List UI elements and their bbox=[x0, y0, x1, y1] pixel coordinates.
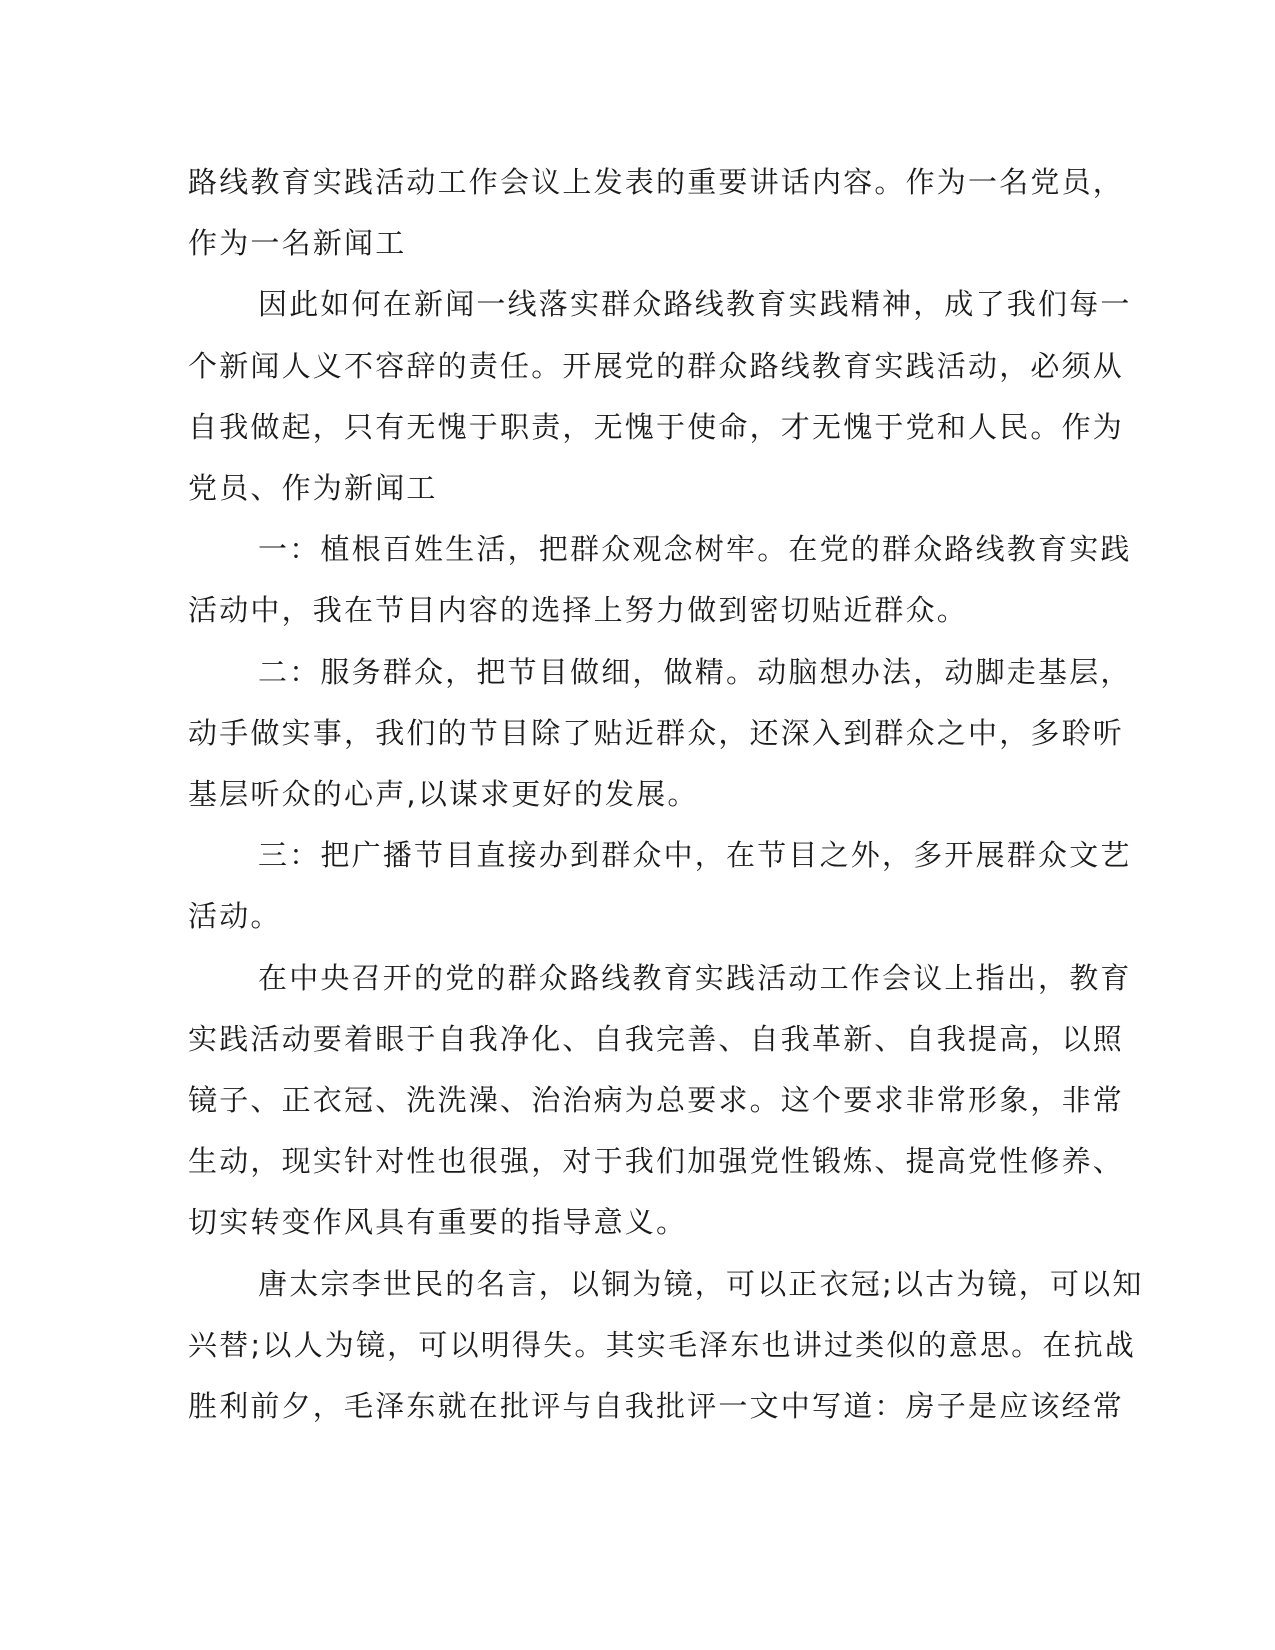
text-line: 活动。 bbox=[188, 899, 282, 934]
paragraph-first-line: 唐太宗李世民的名言，以铜为镜，可以正衣冠;以古为镜，可以知 bbox=[258, 1266, 1144, 1301]
body-text bbox=[188, 152, 1144, 1437]
paragraph-first-line: 一：植根百姓生活，把群众观念树牢。在党的群众路线教育实践 bbox=[258, 532, 1132, 567]
text-line: 镜子、正衣冠、洗洗澡、治治病为总要求。这个要求非常形象，非常 bbox=[188, 1083, 1125, 1118]
text-line: 切实转变作风具有重要的指导意义。 bbox=[188, 1205, 688, 1240]
paragraph-first-line: 因此如何在新闻一线落实群众路线教育实践精神，成了我们每一 bbox=[258, 287, 1132, 322]
text-line: 路线教育实践活动工作会议上发表的重要讲话内容。作为一名党员， bbox=[188, 165, 1125, 199]
text-line: 基层听众的心声,以谋求更好的发展。 bbox=[188, 777, 699, 812]
text-line: 作为一名新闻工 bbox=[188, 226, 407, 261]
text-line: 生动，现实针对性也很强，对于我们加强党性锻炼、提高党性修养、 bbox=[188, 1144, 1125, 1179]
text-line: 个新闻人义不容辞的责任。开展党的群众路线教育实践活动，必须从 bbox=[188, 348, 1125, 383]
paragraph-first-line: 二：服务群众，把节目做细，做精。动脑想办法，动脚走基层， bbox=[258, 654, 1132, 689]
text-line: 自我做起，只有无愧于职责，无愧于使命，才无愧于党和人民。作为 bbox=[188, 409, 1125, 444]
text-line: 党员、作为新闻工 bbox=[188, 471, 438, 506]
paragraph-first-line: 在中央召开的党的群众路线教育实践活动工作会议上指出，教育 bbox=[258, 960, 1132, 995]
text-line: 胜利前夕，毛泽东就在批评与自我批评一文中写道：房子是应该经常 bbox=[188, 1389, 1125, 1424]
text-line: 兴替;以人为镜，可以明得失。其实毛泽东也讲过类似的意思。在抗战 bbox=[188, 1327, 1136, 1362]
text-line: 活动中，我在节目内容的选择上努力做到密切贴近群众。 bbox=[188, 593, 969, 628]
text-line: 动手做实事，我们的节目除了贴近群众，还深入到群众之中，多聆听 bbox=[188, 715, 1125, 750]
paragraph-first-line: 三：把广播节目直接办到群众中，在节目之外，多开展群众文艺 bbox=[258, 838, 1132, 873]
text-line: 实践活动要着眼于自我净化、自我完善、自我革新、自我提高，以照 bbox=[188, 1021, 1125, 1056]
